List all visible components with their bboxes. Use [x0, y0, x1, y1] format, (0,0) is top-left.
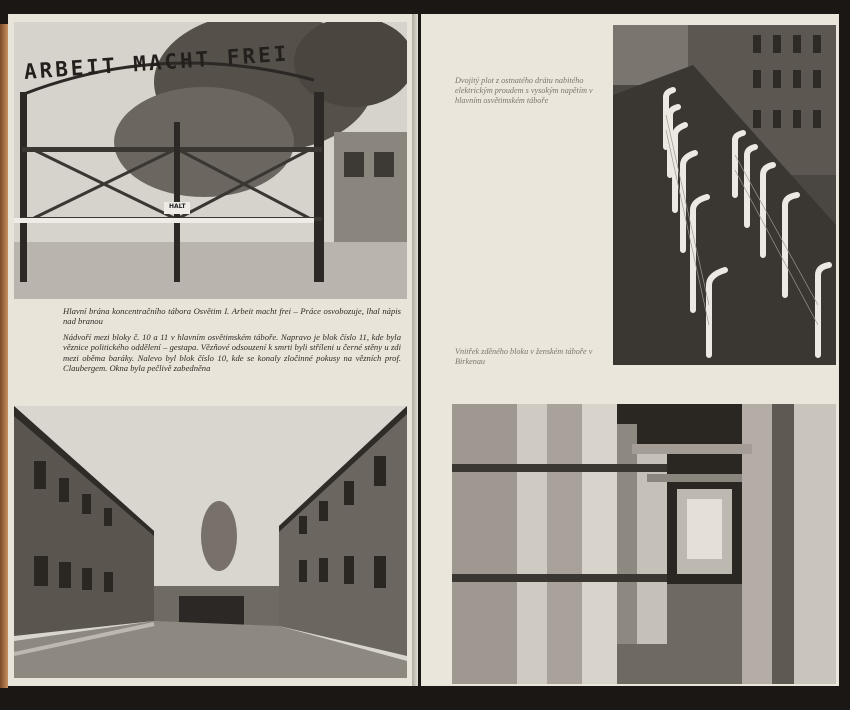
halt-sign-text: HALT — [169, 203, 186, 210]
right-page — [421, 14, 839, 686]
photo-courtyard-blocks — [14, 406, 407, 678]
photo-barrack-interior — [452, 404, 836, 684]
gate-sign-text: ARBEIT MACHT FREI — [23, 41, 291, 84]
book-cover-edge — [0, 24, 8, 688]
caption-fence: Dvojitý plot z ostnatého drátu nabitého elektrickým proudem s vysokým napětím v hlavním osvětimském táboře — [455, 76, 593, 105]
caption-blocks: Nádvoří mezi bloky č. 10 a 11 v hlavním osvětimském táboře. Napravo je blok číslo 11, kde byla věznice politického oddělení – gestapa. Vězňové odsouzení k smrti byli stříleni u černé stěny u zdi mezi oběma baráky. Nalevo byl blok číslo 10, kde se konaly zločinné pokusy na vězních prof. Claubergem. Okna byla pečlivě zabedněna — [63, 332, 401, 374]
caption-gate: Hlavní brána koncentračního tábora Osvětim I. Arbeit macht frei – Práce osvobozuje, lhal nápis nad branou — [63, 306, 401, 327]
left-page — [8, 14, 418, 686]
photo-camp-gate — [14, 22, 407, 299]
photo-electric-fence — [613, 25, 836, 365]
caption-interior: Vnitřek zděného bloku v ženském táboře v Birkenau — [455, 347, 593, 366]
